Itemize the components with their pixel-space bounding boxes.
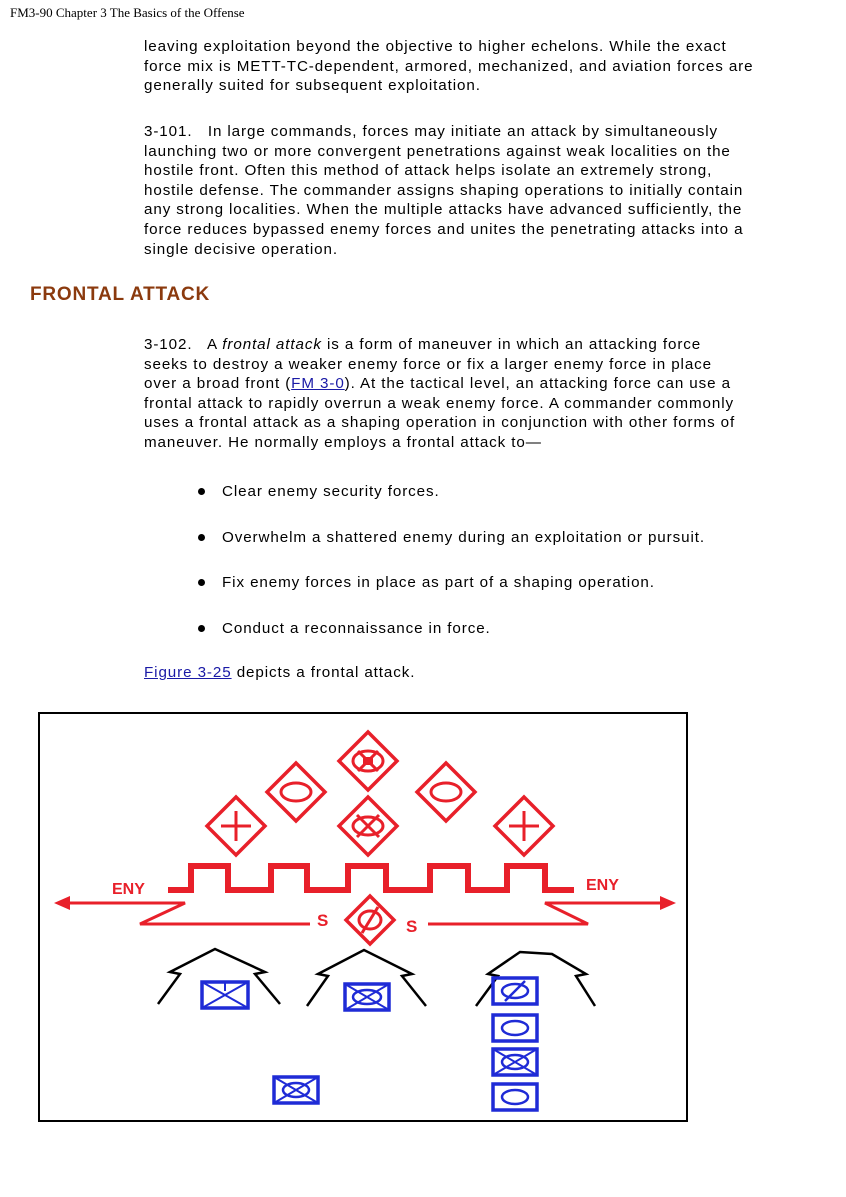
- right-arrowhead-icon: [660, 896, 676, 910]
- bullet-list: [196, 482, 705, 664]
- text-line: [144, 374, 810, 394]
- bullet-icon: [198, 625, 205, 632]
- text-line: hostile defense. The commander assigns shaping operations to initially contain: [144, 181, 744, 199]
- friendly-unit-center: [345, 984, 389, 1010]
- enemy-unit-mech-center: [339, 797, 397, 855]
- enemy-unit-top: [339, 732, 397, 790]
- bullet-text: Overwhelm a shattered enemy during an exploitation or pursuit.: [222, 528, 705, 546]
- friendly-unit-right-4: [493, 1084, 537, 1110]
- frontal-attack-figure: [38, 712, 688, 1122]
- text-line: seeks to destroy a weaker enemy force or fix a larger enemy force in place: [144, 355, 713, 373]
- bullet-icon: [198, 488, 205, 495]
- bullet-text: Clear enemy security forces.: [222, 483, 440, 500]
- attack-arrow-left: [158, 949, 280, 1004]
- text-line: hostile front. Often this method of attack helps isolate an extremely strong,: [144, 162, 713, 180]
- eny-label-right: ENY: [586, 877, 619, 894]
- friendly-unit-reserve: [274, 1077, 318, 1103]
- page-header: FM3-90 Chapter 3 The Basics of the Offense: [10, 5, 245, 20]
- fm-3-0-link[interactable]: FM 3-0: [291, 375, 345, 393]
- paragraph-3-101: [144, 122, 810, 259]
- bullet-text: Conduct a reconnaissance in force.: [222, 619, 491, 637]
- s-label-right: S: [406, 917, 418, 936]
- text-line: [144, 335, 810, 355]
- enemy-boundary-line: [60, 903, 310, 924]
- list-item: [196, 573, 705, 619]
- text-span: is a form of maneuver in which an attacking force: [321, 336, 702, 353]
- frontal-attack-diagram: [40, 714, 685, 1119]
- figure-reference: [144, 664, 415, 681]
- list-item: [196, 619, 705, 665]
- s-label-left: S: [317, 911, 329, 930]
- text-span: ). At the tactical level, an attacking force can use a: [344, 375, 731, 393]
- friendly-unit-right-3: [493, 1049, 537, 1075]
- enemy-boundary-line: [428, 903, 670, 924]
- text-line: single decisive operation.: [144, 240, 338, 258]
- list-item: [196, 528, 705, 574]
- text-line: any strong localities. When the multiple attacks have advanced sufficiently, the: [144, 201, 743, 219]
- term-frontal-attack: frontal attack: [222, 336, 322, 353]
- paragraph-exploitation: [144, 37, 810, 96]
- text-line: generally suited for subsequent exploitation.: [144, 77, 481, 95]
- enemy-unit-infantry-left: [207, 797, 265, 855]
- text-line: uses a frontal attack as a shaping operation in conjunction with other forms of: [144, 414, 736, 432]
- enemy-front-line: [168, 866, 574, 890]
- enemy-unit-armor-left: [267, 763, 325, 821]
- text-line: 3-101. In large commands, forces may initiate an attack by simultaneously: [144, 123, 718, 140]
- section-heading: FRONTAL ATTACK: [30, 284, 211, 305]
- friendly-unit-right-2: [493, 1015, 537, 1041]
- text-line: force reduces bypassed enemy forces and unites the penetrating attacks into a: [144, 220, 744, 238]
- figure-reference-text: depicts a frontal attack.: [231, 664, 416, 681]
- list-item: [196, 482, 705, 528]
- bullet-icon: [198, 534, 205, 541]
- text-line: maneuver. He normally employs a frontal attack to—: [144, 433, 542, 451]
- left-arrowhead-icon: [54, 896, 70, 910]
- text-line: frontal attack to rapidly overrun a weak enemy force. A commander commonly: [144, 394, 734, 412]
- eny-label-left: ENY: [112, 881, 145, 898]
- bullet-icon: [198, 579, 205, 586]
- text-span: over a broad front (: [144, 375, 292, 393]
- paragraph-3-102: [144, 335, 810, 453]
- text-line: launching two or more convergent penetrations against weak localities on the: [144, 142, 731, 160]
- text-span: 3-102. A: [144, 336, 223, 353]
- enemy-unit-infantry-right: [495, 797, 553, 855]
- friendly-unit-right-1: [493, 978, 537, 1004]
- bullet-text: Fix enemy forces in place as part of a shaping operation.: [222, 574, 655, 591]
- enemy-unit-armor-right: [417, 763, 475, 821]
- text-line: force mix is METT-TC-dependent, armored, mechanized, and aviation forces are: [144, 57, 754, 75]
- friendly-unit-left: [202, 982, 248, 1008]
- enemy-security-unit: [346, 896, 394, 944]
- figure-3-25-link[interactable]: Figure 3-25: [144, 664, 232, 681]
- text-line: leaving exploitation beyond the objective to higher echelons. While the exact: [144, 38, 727, 55]
